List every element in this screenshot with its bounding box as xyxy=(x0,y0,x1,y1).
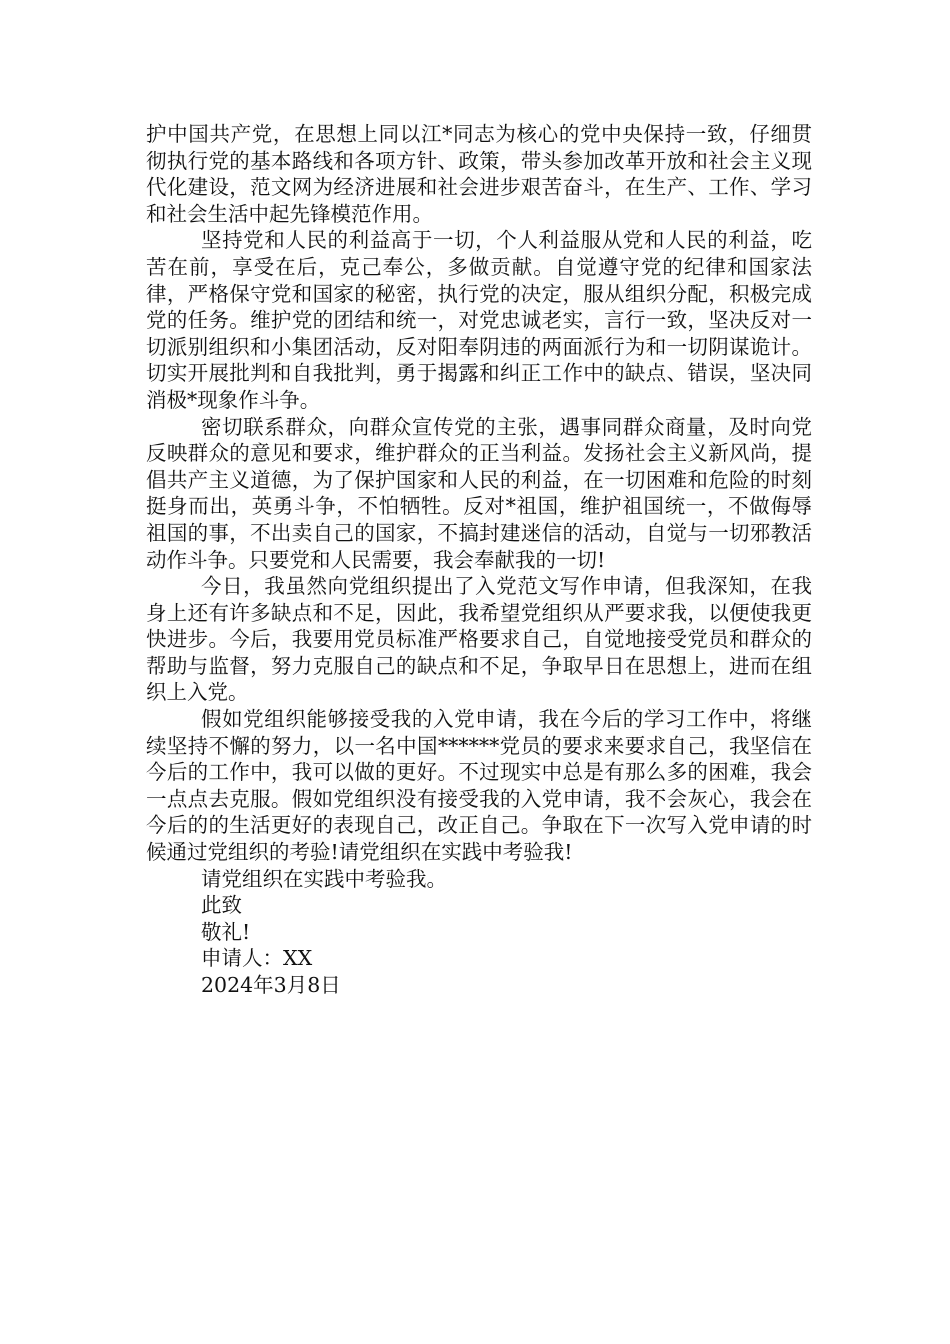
salutation-line-2: 敬礼! xyxy=(201,919,251,944)
applicant-signature: 申请人：XX xyxy=(201,946,313,971)
paragraph-1: 护中国共产党，在思想上同以江*同志为核心的党中央保持一致，仔细贯彻执行党的基本路线和各项方针、政策，带头参加改革开放和社会主义现代化建设，范文网为经济进展和社会进步艰苦奋斗，在生产、工作、学习和社会生活中起先锋模范作用。 xyxy=(146,122,812,226)
paragraph-2: 坚持党和人民的利益高于一切，个人利益服从党和人民的利益，吃苦在前，享受在后，克己奉公，多做贡献。自觉遵守党的纪律和国家法律，严格保守党和国家的秘密，执行党的决定，服从组织分配，积极完成党的任务。维护党的团结和统一，对党忠诚老实，言行一致，坚决反对一切派别组织和小集团活动，反对阳奉阴违的两面派行为和一切阴谋诡计。切实开展批判和自我批判，勇于揭露和纠正工作中的缺点、错误，坚决同消极*现象作斗争。 xyxy=(146,228,812,412)
document-page xyxy=(146,121,812,999)
paragraph-3: 密切联系群众，向群众宣传党的主张，遇事同群众商量，及时向党反映群众的意见和要求，维护群众的正当利益。发扬社会主义新风尚，提倡共产主义道德，为了保护国家和人民的利益，在一切困难和危险的时刻挺身而出，英勇斗争，不怕牺牲。反对*祖国，维护祖国统一，不做侮辱祖国的事，不出卖自己的国家，不搞封建迷信的活动，自觉与一切邪教活动作斗争。只要党和人民需要，我会奉献我的一切! xyxy=(146,414,812,572)
closing-request: 请党组织在实践中考验我。 xyxy=(201,866,447,891)
paragraph-4: 今日，我虽然向党组织提出了入党范文写作申请，但我深知，在我身上还有许多缺点和不足，因此，我希望党组织从严要求我，以便使我更快进步。今后，我要用党员标准严格要求自己，自觉地接受党员和群众的帮助与监督，努力克服自己的缺点和不足，争取早日在思想上，进而在组织上入党。 xyxy=(146,574,812,705)
paragraph-5: 假如党组织能够接受我的入党申请，我在今后的学习工作中，将继续坚持不懈的努力，以一名中国******党员的要求来要求自己，我坚信在今后的工作中，我可以做的更好。不过现实中总是有那么多的困难，我会一点点去克服。假如党组织没有接受我的入党申请，我不会灰心，我会在今后的的生活更好的表现自己，改正自己。争取在下一次写入党申请的时候通过党组织的考验!请党组织在实践中考验我! xyxy=(146,707,812,865)
application-date: 2024年3月8日 xyxy=(201,973,341,997)
salutation-line-1: 此致 xyxy=(201,893,242,918)
